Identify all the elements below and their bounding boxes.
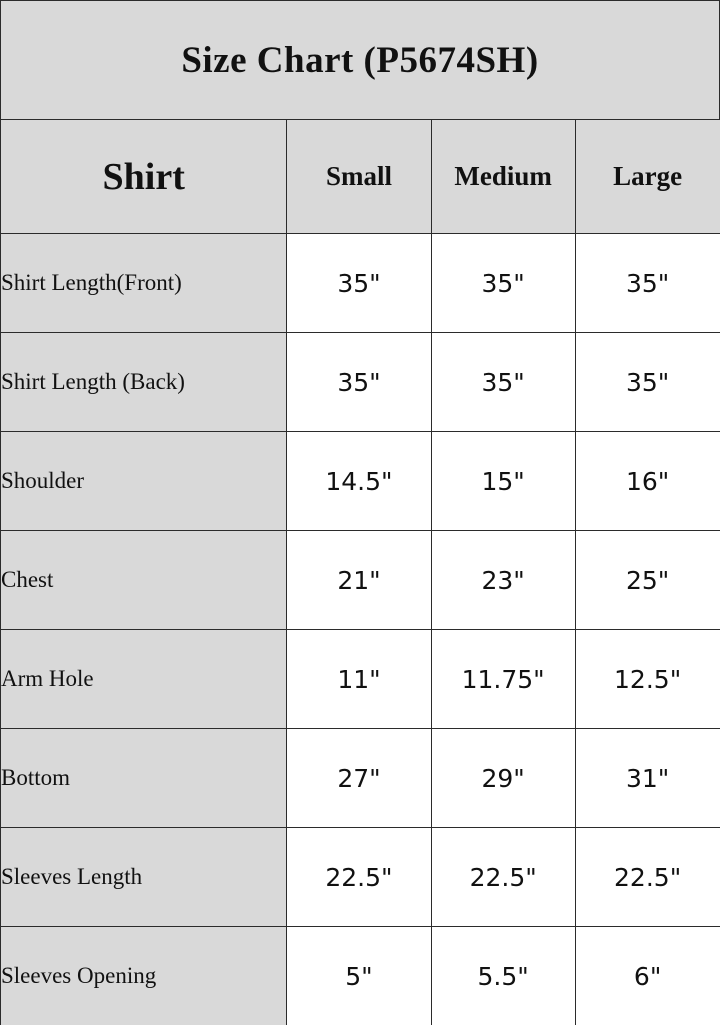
row-value-small: 21" bbox=[287, 531, 431, 630]
header-size-small: Small bbox=[287, 120, 431, 234]
table-header-row bbox=[1, 120, 720, 234]
table-row bbox=[1, 432, 720, 531]
table-row bbox=[1, 531, 720, 630]
row-value-small: 35" bbox=[287, 234, 431, 333]
row-label: Sleeves Opening bbox=[1, 927, 287, 1025]
table-row bbox=[1, 729, 720, 828]
row-value-medium: 5.5" bbox=[431, 927, 575, 1025]
row-value-large: 22.5" bbox=[575, 828, 719, 927]
row-value-small: 5" bbox=[287, 927, 431, 1025]
row-value-small: 22.5" bbox=[287, 828, 431, 927]
row-value-small: 27" bbox=[287, 729, 431, 828]
row-value-medium: 15" bbox=[431, 432, 575, 531]
row-value-medium: 23" bbox=[431, 531, 575, 630]
row-value-large: 31" bbox=[575, 729, 719, 828]
row-label: Shirt Length (Back) bbox=[1, 333, 287, 432]
row-value-medium: 22.5" bbox=[431, 828, 575, 927]
row-value-small: 35" bbox=[287, 333, 431, 432]
table-row bbox=[1, 234, 720, 333]
row-label: Arm Hole bbox=[1, 630, 287, 729]
table-row bbox=[1, 333, 720, 432]
table-row bbox=[1, 828, 720, 927]
row-value-large: 35" bbox=[575, 333, 719, 432]
row-value-small: 14.5" bbox=[287, 432, 431, 531]
header-size-large: Large bbox=[575, 120, 719, 234]
row-value-medium: 11.75" bbox=[431, 630, 575, 729]
row-value-medium: 35" bbox=[431, 234, 575, 333]
row-value-medium: 29" bbox=[431, 729, 575, 828]
row-value-small: 11" bbox=[287, 630, 431, 729]
table-row bbox=[1, 630, 720, 729]
row-label: Sleeves Length bbox=[1, 828, 287, 927]
row-value-large: 16" bbox=[575, 432, 719, 531]
row-value-large: 25" bbox=[575, 531, 719, 630]
row-value-large: 6" bbox=[575, 927, 719, 1025]
row-label: Shoulder bbox=[1, 432, 287, 531]
row-value-medium: 35" bbox=[431, 333, 575, 432]
row-label: Shirt Length(Front) bbox=[1, 234, 287, 333]
title-row bbox=[1, 1, 720, 120]
page-title: Size Chart (P5674SH) bbox=[1, 1, 720, 120]
row-value-large: 12.5" bbox=[575, 630, 719, 729]
row-label: Chest bbox=[1, 531, 287, 630]
row-label: Bottom bbox=[1, 729, 287, 828]
header-corner-label: Shirt bbox=[1, 120, 287, 234]
header-size-medium: Medium bbox=[431, 120, 575, 234]
table-row bbox=[1, 927, 720, 1025]
row-value-large: 35" bbox=[575, 234, 719, 333]
